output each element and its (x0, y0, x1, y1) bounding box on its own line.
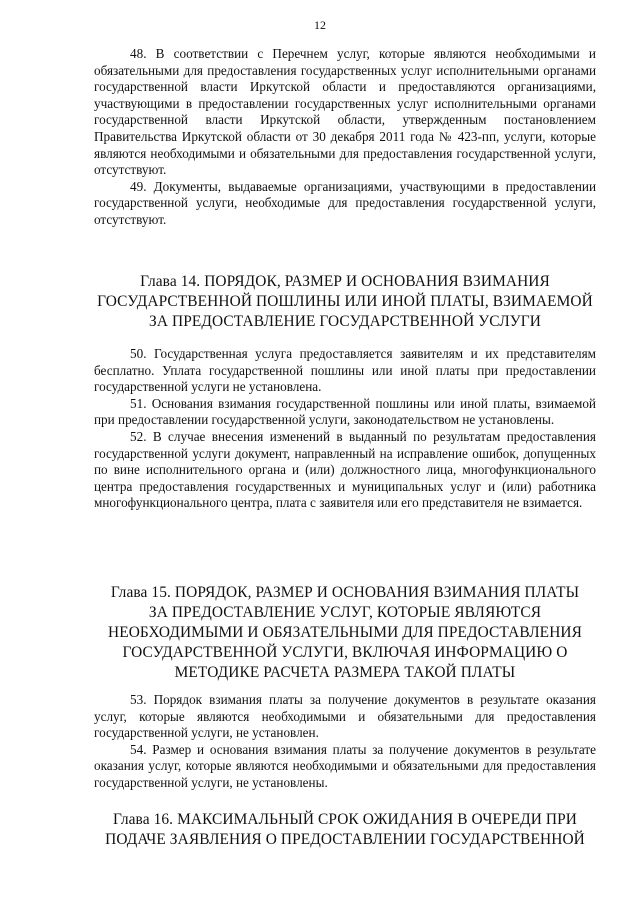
page-number: 12 (314, 18, 326, 32)
chapter-14-line: Глава 14. ПОРЯДОК, РАЗМЕР И ОСНОВАНИЯ ВЗИМАНИЯ (140, 273, 550, 290)
paragraphs-48-49 (94, 46, 596, 229)
paragraph-53: 53. Порядок взимания платы за получение документов в результате оказания услуг, которые являются необходимыми и обязательными для предоставления государственной услуги, не установлен. (94, 692, 596, 741)
paragraphs-53-54 (94, 692, 596, 792)
chapter-15-heading (94, 583, 596, 683)
chapter-15-line: НЕОБХОДИМЫМИ И ОБЯЗАТЕЛЬНЫМИ ДЛЯ ПРЕДОСТАВЛЕНИЯ (108, 624, 582, 641)
paragraph-54: 54. Размер и основания взимания платы за получение документов в результате оказания услуг, которые являются необходимыми и обязательными для предоставления государственной услуги, не установлены. (94, 741, 596, 790)
chapter-14-line: ЗА ПРЕДОСТАВЛЕНИЕ ГОСУДАРСТВЕННОЙ УСЛУГИ (149, 313, 541, 330)
chapter-16-heading (94, 810, 596, 850)
chapter-14-line: ГОСУДАРСТВЕННОЙ ПОШЛИНЫ ИЛИ ИНОЙ ПЛАТЫ, ВЗИМАЕМОЙ (97, 293, 593, 310)
chapter-15-line: ГОСУДАРСТВЕННОЙ УСЛУГИ, ВКЛЮЧАЯ ИНФОРМАЦИЮ О (122, 644, 568, 661)
chapter-15-line: Глава 15. ПОРЯДОК, РАЗМЕР И ОСНОВАНИЯ ВЗИМАНИЯ ПЛАТЫ (110, 584, 580, 601)
paragraph-48: 48. В соответствии с Перечнем услуг, которые являются необходимыми и обязательными для предоставления государственных услуг исполнительными органами государственной власти Иркутской области и предоставляются организациями, участвующими в предоставлении государственных услуг исполнительными органами государственной власти Иркутской области, утвержденным постановлением Правительства Иркутской области от 30 декабря 2011 года № 423-пп, услуги, которые являются необходимыми и обязательными для предоставления государственной услуги, отсутствуют. (94, 46, 596, 178)
chapter-16-line: Глава 16. МАКСИМАЛЬНЫЙ СРОК ОЖИДАНИЯ В ОЧЕРЕДИ ПРИ (112, 811, 577, 828)
paragraph-51: 51. Основания взимания государственной пошлины или иной платы, взимаемой при предоставлении государственной услуги, законодательством не установлены. (94, 395, 596, 428)
chapter-16-line: ПОДАЧЕ ЗАЯВЛЕНИЯ О ПРЕДОСТАВЛЕНИИ ГОСУДАРСТВЕННОЙ (105, 831, 585, 848)
chapter-15-line: МЕТОДИКЕ РАСЧЕТА РАЗМЕРА ТАКОЙ ПЛАТЫ (174, 664, 516, 681)
chapter-15-line: ЗА ПРЕДОСТАВЛЕНИЕ УСЛУГ, КОТОРЫЕ ЯВЛЯЮТСЯ (148, 604, 542, 621)
paragraphs-50-52 (94, 346, 596, 512)
paragraph-52: 52. В случае внесения изменений в выданный по результатам предоставления государственной услуги документ, направленный на исправление ошибок, допущенных по вине исполнительного органа и (или) должностного лица, многофункционального центра предоставления государственных и муниципальных услуг и (или) работника многофункционального центра, плата с заявителя или его представителя не взимается. (94, 428, 596, 511)
chapter-14-heading (94, 272, 596, 332)
paragraph-49: 49. Документы, выдаваемые организациями, участвующими в предоставлении государственной услуги, необходимые для предоставления государственной услуги, отсутствуют. (94, 178, 596, 227)
paragraph-50: 50. Государственная услуга предоставляется заявителям и их представителям бесплатно. Уплата государственной пошлины или иной платы при предоставлении государственной услуги не установлена. (94, 346, 596, 395)
